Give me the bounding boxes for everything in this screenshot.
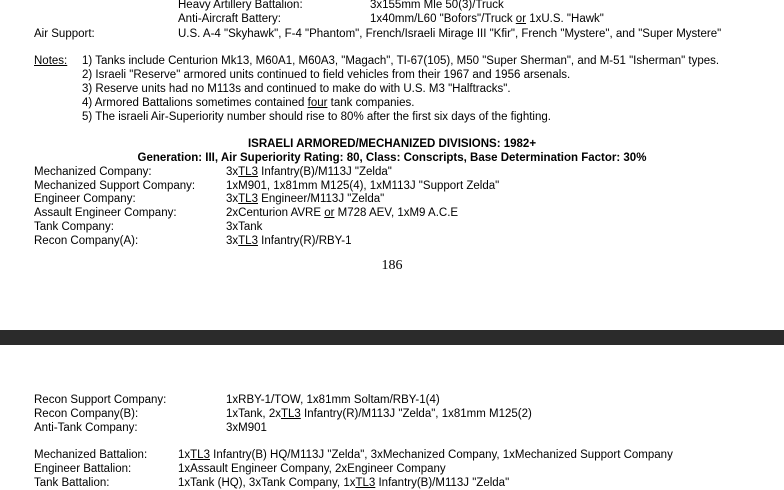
- tank-company-label: Tank Company:: [34, 221, 114, 233]
- tank-company-value: 3xTank: [226, 221, 263, 233]
- recon-support-company-label: Recon Support Company:: [34, 394, 167, 406]
- anti-tank-company-value: 3xM901: [226, 422, 267, 434]
- engineer-battalion-value: 1xAssault Engineer Company, 2xEngineer Company: [178, 463, 446, 475]
- mechanized-company-label: Mechanized Company:: [34, 166, 152, 178]
- tank-battalion-value: 1xTank (HQ), 3xTank Company, 1xTL3 Infantry(B)/M113J "Zelda": [178, 477, 510, 489]
- recon-support-company-value: 1xRBY-1/TOW, 1x81mm Soltam/RBY-1(4): [226, 394, 440, 406]
- mechanized-support-company-label: Mechanized Support Company:: [34, 180, 196, 192]
- engineer-company-value: 3xTL3 Engineer/M113J "Zelda": [226, 193, 385, 205]
- recon-company-b-label: Recon Company(B):: [34, 408, 139, 420]
- anti-aircraft-value: 1x40mm/L60 "Bofors"/Truck or 1xU.S. "Hawk": [370, 13, 604, 25]
- anti-aircraft-label: Anti-Aircraft Battery:: [178, 13, 281, 25]
- assault-engineer-company-label: Assault Engineer Company:: [34, 207, 177, 219]
- mechanized-battalion-value: 1xTL3 Infantry(B) HQ/M113J "Zelda", 3xMechanized Company, 1xMechanized Support Company: [178, 449, 673, 461]
- mechanized-battalion-label: Mechanized Battalion:: [34, 449, 148, 461]
- recon-company-a-label: Recon Company(A):: [34, 235, 139, 247]
- tank-battalion-label: Tank Battalion:: [34, 477, 110, 489]
- notes-label: Notes:: [34, 55, 68, 67]
- anti-tank-company-label: Anti-Tank Company:: [34, 422, 138, 434]
- air-support-label: Air Support:: [34, 28, 95, 40]
- page-number: 186: [381, 258, 403, 273]
- note-1: 1) Tanks include Centurion Mk13, M60A1, M60A3, "Magach", TI-67(105), M50 "Super Sherman", and M-51 "Isherman" types.: [82, 55, 720, 67]
- page-separator: [0, 330, 784, 345]
- heavy-artillery-label: Heavy Artillery Battalion:: [178, 0, 303, 11]
- division-heading: ISRAELI ARMORED/MECHANIZED DIVISIONS: 1982+: [247, 138, 537, 150]
- assault-engineer-company-value: 2xCenturion AVRE or M728 AEV, 1xM9 A.C.E: [226, 207, 459, 219]
- recon-company-a-value: 3xTL3 Infantry(R)/RBY-1: [226, 235, 352, 247]
- engineer-company-label: Engineer Company:: [34, 193, 136, 205]
- division-subheading: Generation: III, Air Superiority Rating: 80, Class: Conscripts, Base Determination Factor: 30%: [137, 152, 647, 164]
- heavy-artillery-value: 3x155mm Mle 50(3)/Truck: [370, 0, 504, 11]
- note-3: 3) Reserve units had no M113s and continued to make do with U.S. M3 "Halftracks".: [82, 83, 511, 95]
- note-4: 4) Armored Battalions sometimes contained four tank companies.: [82, 97, 415, 109]
- note-2: 2) Israeli "Reserve" armored units continued to field vehicles from their 1967 and 1956 arsenals.: [82, 69, 571, 81]
- note-5: 5) The israeli Air-Superiority number should rise to 80% after the first six days of the fighting.: [82, 111, 551, 123]
- page-187: [0, 345, 784, 489]
- air-support-value: U.S. A-4 "Skyhawk", F-4 "Phantom", French/Israeli Mirage III "Kfir", French "Mystere", and "Super Mystere": [178, 28, 722, 40]
- engineer-battalion-label: Engineer Battalion:: [34, 463, 132, 475]
- recon-company-b-value: 1xTank, 2xTL3 Infantry(R)/M113J "Zelda", 1x81mm M125(2): [226, 408, 532, 420]
- mechanized-company-value: 3xTL3 Infantry(B)/M113J "Zelda": [226, 166, 392, 178]
- mechanized-support-company-value: 1xM901, 1x81mm M125(4), 1xM113J "Support Zelda": [226, 180, 500, 192]
